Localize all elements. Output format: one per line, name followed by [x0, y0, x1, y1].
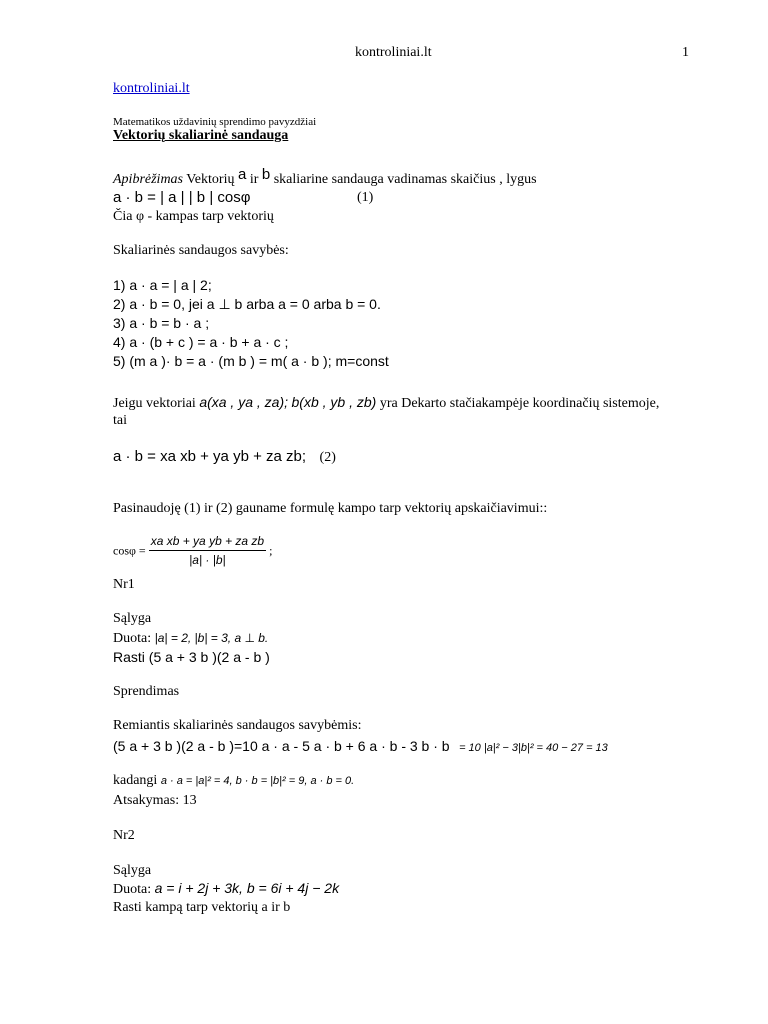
formula-number-2: (2) — [319, 450, 336, 465]
definition-label: Apibrėžimas — [113, 172, 183, 187]
nr2-duota-label: Duota: — [113, 882, 152, 897]
property-4: 4) a · (b + c ) = a · b + a · c ; — [113, 334, 289, 350]
nr1-sprendimas: Sprendimas — [113, 684, 180, 699]
definition-formula: a · b = | a | | b | cosφ — [113, 189, 251, 206]
coords-formula-line — [113, 448, 336, 467]
coords-line — [113, 393, 659, 413]
nr1-atsakymas: Atsakymas: 13 — [113, 793, 197, 808]
vector-a-coords: a(xa , ya , za); — [199, 394, 289, 410]
angle-numerator: xa xb + ya yb + za zb — [149, 532, 266, 551]
property-5: 5) (m a )· b = a · (m b ) = m( a · b ); m=const — [113, 353, 389, 369]
nr2-salyga: Sąlyga — [113, 863, 152, 878]
nr2-duota: a = i + 2j + 3k, b = 6i + 4j − 2k — [154, 880, 340, 896]
nr1-kadangi: a · a = |a|² = 4, b · b = |b|² = 9, a · b = 0. — [160, 775, 355, 787]
nr1-kadangi-line — [113, 772, 354, 790]
angle-intro: Pasinaudoję (1) ir (2) gauname formulę kampo tarp vektorių apskaičiavimui:: — [113, 501, 548, 516]
definition-and: ir — [249, 172, 259, 187]
page-number: 1 — [682, 45, 689, 60]
vector-a: a — [237, 166, 247, 183]
nr1-duota-label: Duota: — [113, 631, 152, 646]
header-site: kontroliniai.lt — [355, 45, 432, 60]
nr1-kadangi-label: kadangi — [113, 773, 158, 788]
nr1-duota-line — [113, 629, 268, 648]
document-subtitle: Matematikos uždavinių sprendimo pavyzdžiai — [113, 116, 317, 128]
nr1-duota: |a| = 2, |b| = 3, a ⊥ b. — [154, 631, 269, 645]
coords-formula: a · b = xa xb + ya yb + za zb; — [113, 448, 307, 465]
definition-text1: Vektorių — [186, 172, 235, 187]
angle-denominator: |a| · |b| — [189, 553, 226, 567]
nr1-rasti: Rasti (5 a + 3 b )(2 a - b ) — [113, 649, 270, 665]
property-1: 1) a · a = | a | 2; — [113, 277, 212, 293]
definition-formula-line — [113, 189, 374, 208]
nr1-solution-tail: = 10 |a|² − 3|b|² = 40 − 27 = 13 — [459, 742, 608, 754]
vector-b-coords: b(xb , yb , zb) — [291, 394, 377, 410]
vector-b: b — [261, 166, 271, 183]
property-2: 2) a · b = 0, jei a ⊥ b arba a = 0 arba b = 0. — [113, 296, 381, 312]
coords-text2: yra Dekarto stačiakampėje koordinačių sistemoje, — [379, 396, 660, 411]
properties-heading: Skaliarinės sandaugos savybės: — [113, 243, 289, 258]
nr1-solution: (5 a + 3 b )(2 a - b )=10 a · a - 5 a · b + 6 a · b - 3 b · b — [113, 738, 450, 754]
angle-formula — [113, 532, 272, 569]
nr1-solution-line — [113, 737, 608, 757]
site-link[interactable]: kontroliniai.lt — [113, 81, 190, 96]
property-3: 3) a · b = b · a ; — [113, 315, 210, 331]
nr2-heading: Nr2 — [113, 828, 135, 843]
nr2-duota-line — [113, 879, 339, 899]
definition-line — [113, 166, 537, 189]
nr1-heading: Nr1 — [113, 577, 135, 592]
angle-formula-tail: ; — [269, 543, 273, 558]
nr1-salyga: Sąlyga — [113, 611, 152, 626]
coords-text3: tai — [113, 413, 127, 428]
nr2-rasti: Rasti kampą tarp vektorių a ir b — [113, 900, 291, 915]
nr1-remiantis: Remiantis skaliarinės sandaugos savybėmis: — [113, 718, 362, 733]
document-title: Vektorių skaliarinė sandauga — [113, 128, 289, 143]
phi-note: Čia φ - kampas tarp vektorių — [113, 209, 274, 224]
definition-text2: skaliarine sandauga vadinamas skaičius , lygus — [273, 172, 537, 187]
angle-fraction — [149, 532, 266, 569]
angle-formula-lhs: cosφ = — [113, 543, 146, 558]
formula-number-1: (1) — [357, 190, 374, 205]
coords-text1: Jeigu vektoriai — [113, 396, 196, 411]
